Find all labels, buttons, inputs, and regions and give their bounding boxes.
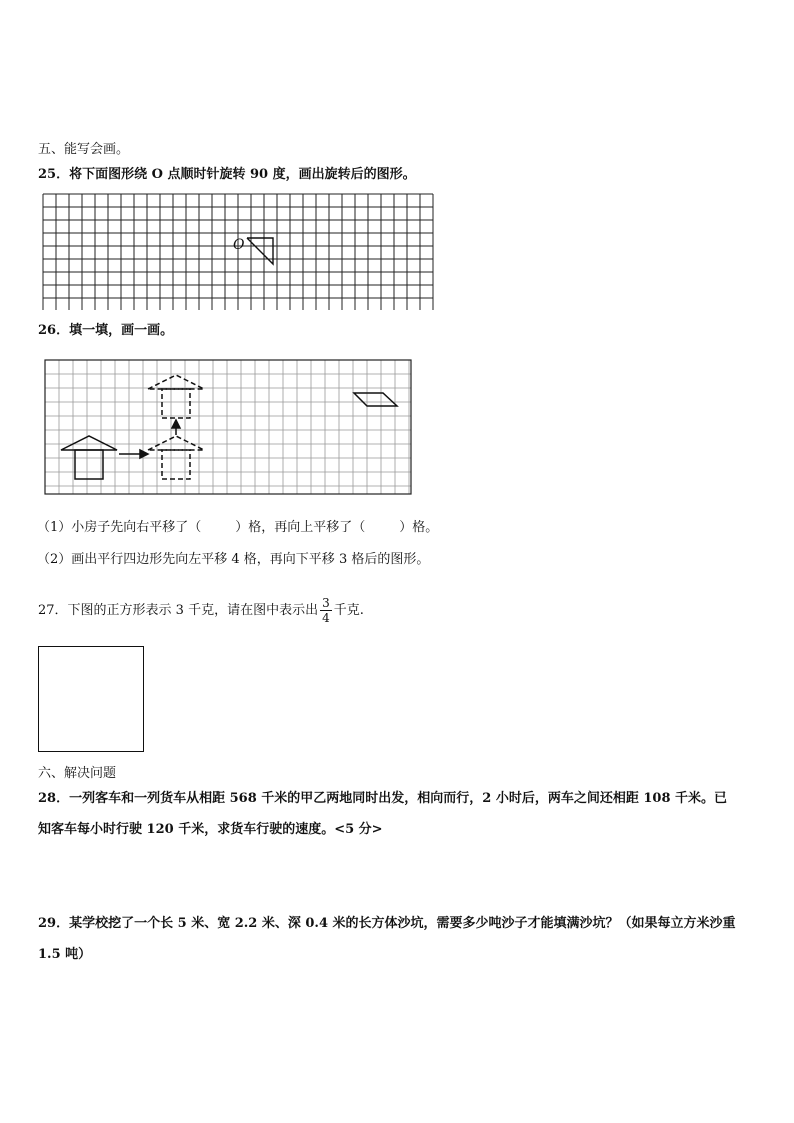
q26-sub1-part-a: （1）小房子先向右平移了（ [37,520,202,535]
question-28-line-2: 知客车每小时行驶 120 千米，求货车行驶的速度。<5 分> [38,822,383,837]
q27-text-after: 千克. [333,603,364,618]
translation-up-arrow [172,420,180,435]
q26-sub1-part-b: ）格，再向上平移了（ [235,520,366,535]
translation-right-arrow [119,450,148,458]
house-moved-right [148,436,204,479]
question-29-line-2: 1.5 吨） [38,947,92,962]
house-moved-up [148,375,204,418]
question-29-line-1: 29．某学校挖了一个长 5 米、宽 2.2 米、深 0.4 米的长方体沙坑，需要多少吨沙子才能填满沙坑？（如果每立方米沙重 [38,916,736,931]
question-28-line-1: 28．一列客车和一列货车从相距 568 千米的甲乙两地同时出发，相向而行，2 小时后，两车之间还相距 108 千米。已 [38,791,728,806]
rotation-point-o-label: O [233,237,245,253]
section-5-heading: 五、能写会画。 [38,142,130,157]
parallelogram-shape [354,393,397,406]
question-26-sub1 [37,519,438,537]
question-26-sub2: （2）画出平行四边形先向左平移 4 格，再向下平移 3 格后的图形。 [37,552,430,567]
q25-grid-figure [43,194,433,310]
q27-square [38,646,144,752]
house-original [61,436,117,479]
section-6-heading: 六、解决问题 [38,766,117,781]
fraction-numerator: 3 [322,596,330,610]
q27-text-before: 27．下图的正方形表示 3 千克，请在图中表示出 [38,603,319,618]
fraction-denominator: 4 [322,611,330,625]
fraction-three-quarters [320,596,332,625]
q26-grid-figure [45,360,411,494]
q26-sub1-part-c: ）格。 [399,520,439,535]
q26-grid [45,360,411,494]
q26-grid-border [45,360,411,494]
question-25-text: 25．将下面图形绕 O 点顺时针旋转 90 度，画出旋转后的图形。 [38,167,416,182]
question-27-text [38,596,364,625]
question-26-title: 26．填一填，画一画。 [38,323,174,338]
